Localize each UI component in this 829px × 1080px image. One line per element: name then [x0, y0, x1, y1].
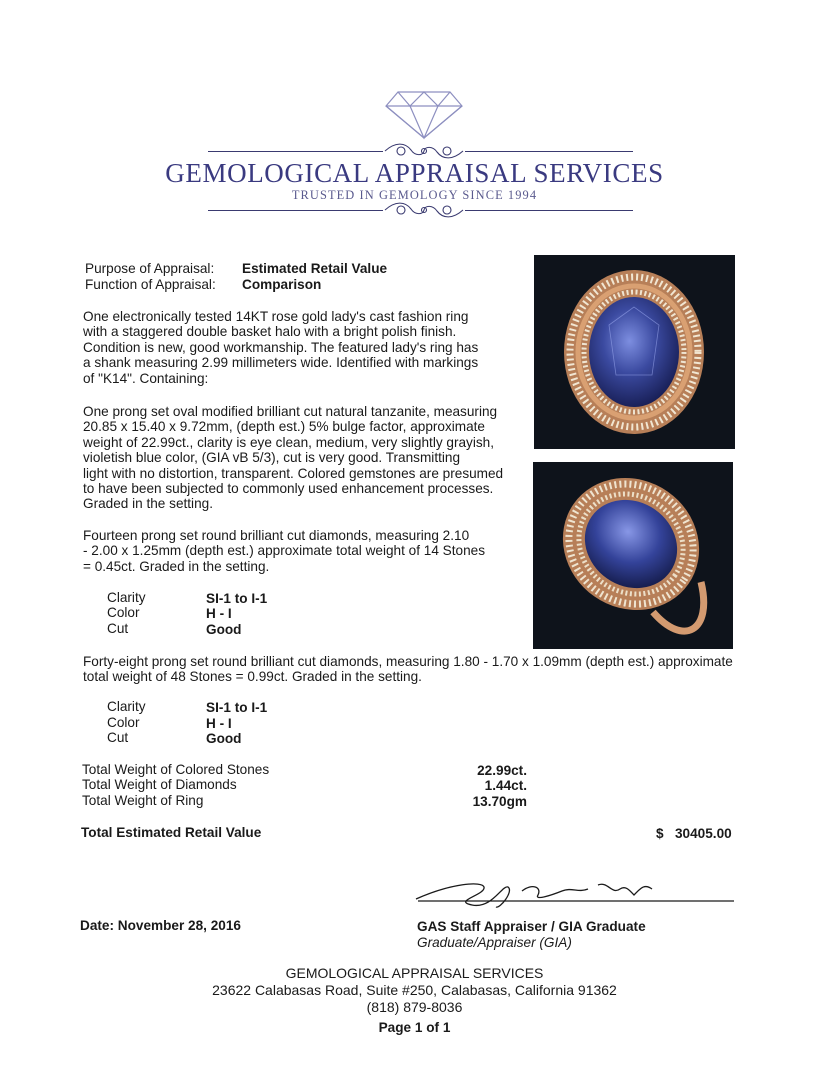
retail-currency: $	[656, 826, 664, 841]
description-line: 20.85 x 15.40 x 9.72mm, (depth est.) 5% bulge factor, approximate	[83, 419, 485, 435]
description-line: One electronically tested 14KT rose gold lady's cast fashion ring	[83, 309, 469, 324]
footer-company: GEMOLOGICAL APPRAISAL SERVICES	[285, 965, 544, 981]
total-value: 22.99ct.	[477, 763, 527, 778]
diamonds-description-1	[83, 528, 485, 574]
description-line: light with no distortion, transparent. Colored gemstones are presumed	[83, 465, 504, 481]
ring-photo-side	[533, 462, 733, 649]
appraiser-title: GAS Staff Appraiser / GIA Graduate	[417, 919, 646, 934]
total-label: Total Weight of Diamonds	[82, 777, 237, 792]
diamonds-description-2	[83, 654, 733, 685]
description-line: violetish blue color, (GIA vB 5/3), cut is very good. Transmitting	[83, 450, 461, 466]
grade-label: Color	[107, 715, 140, 730]
ring-photo-top	[534, 255, 735, 449]
header-rule-bottom-right	[465, 210, 633, 211]
page-number: Page 1 of 1	[378, 1020, 451, 1035]
retail-value-label: Total Estimated Retail Value	[81, 825, 262, 840]
grade-label: Cut	[107, 621, 129, 636]
grade-label: Cut	[107, 730, 129, 745]
grade-label: Clarity	[107, 699, 146, 714]
grade-value: SI-1 to I-1	[206, 591, 268, 606]
description-line: to have been subjected to commonly used enhancement processes.	[83, 481, 494, 497]
purpose-value: Estimated Retail Value	[242, 261, 388, 276]
description-line: Condition is new, good workmanship. The featured lady's ring has	[83, 339, 479, 355]
total-label: Total Weight of Colored Stones	[82, 762, 270, 777]
appraisal-date: Date: November 28, 2016	[80, 918, 241, 933]
grade-value: Good	[206, 622, 242, 637]
grade-value: H - I	[206, 716, 232, 731]
diamond-logo-icon	[384, 88, 464, 140]
tanzanite-description	[83, 404, 503, 512]
description-line: a shank measuring 2.99 millimeters wide. Identified with markings	[83, 355, 479, 371]
scroll-ornament-bottom-icon	[383, 199, 465, 221]
grade-value: SI-1 to I-1	[206, 700, 268, 715]
description-line: Fourteen prong set round brilliant cut diamonds, measuring 2.10	[83, 528, 470, 543]
description-line: = 0.45ct. Graded in the setting.	[83, 558, 270, 574]
signature-icon	[412, 865, 742, 915]
grade-label: Color	[107, 605, 140, 620]
total-label: Total Weight of Ring	[82, 793, 204, 808]
function-label: Function of Appraisal:	[85, 277, 216, 292]
header-rule-top-right	[465, 151, 633, 152]
header-rule-bottom	[208, 210, 383, 211]
description-line: weight of 22.99ct., clarity is eye clean, medium, very slightly grayish,	[83, 434, 495, 450]
description-line: One prong set oval modified brilliant cut natural tanzanite, measuring	[83, 404, 498, 419]
purpose-label: Purpose of Appraisal:	[85, 261, 215, 276]
ring-side-view-icon	[533, 462, 733, 649]
header-rule-top	[208, 151, 383, 152]
description-line: with a staggered double basket halo with a bright polish finish.	[83, 324, 457, 340]
ring-description	[83, 309, 478, 386]
grade-value: Good	[206, 731, 242, 746]
grade-value: H - I	[206, 606, 232, 621]
function-value: Comparison	[242, 277, 322, 292]
retail-amount: 30405.00	[675, 826, 732, 841]
grade-label: Clarity	[107, 590, 146, 605]
description-line: of "K14". Containing:	[83, 370, 209, 386]
total-value: 13.70gm	[472, 794, 527, 809]
description-line: Graded in the setting.	[83, 496, 213, 512]
company-title: GEMOLOGICAL APPRAISAL SERVICES	[165, 158, 664, 188]
description-line: Forty-eight prong set round brilliant cut diamonds, measuring 1.80 - 1.70 x 1.09mm (depth est.) approximate	[83, 654, 733, 669]
footer-address: 23622 Calabasas Road, Suite #250, Calabasas, California 91362	[212, 982, 617, 998]
total-value: 1.44ct.	[484, 778, 527, 793]
appraiser-subtitle: Graduate/Appraiser (GIA)	[417, 935, 572, 950]
description-line: - 2.00 x 1.25mm (depth est.) approximate total weight of 14 Stones	[83, 543, 485, 559]
ring-top-view-icon	[534, 255, 735, 449]
company-tagline: TRUSTED IN GEMOLOGY SINCE 1994	[291, 188, 538, 202]
footer-phone: (818) 879-8036	[366, 999, 463, 1015]
description-line: total weight of 48 Stones = 0.99ct. Graded in the setting.	[83, 669, 422, 685]
